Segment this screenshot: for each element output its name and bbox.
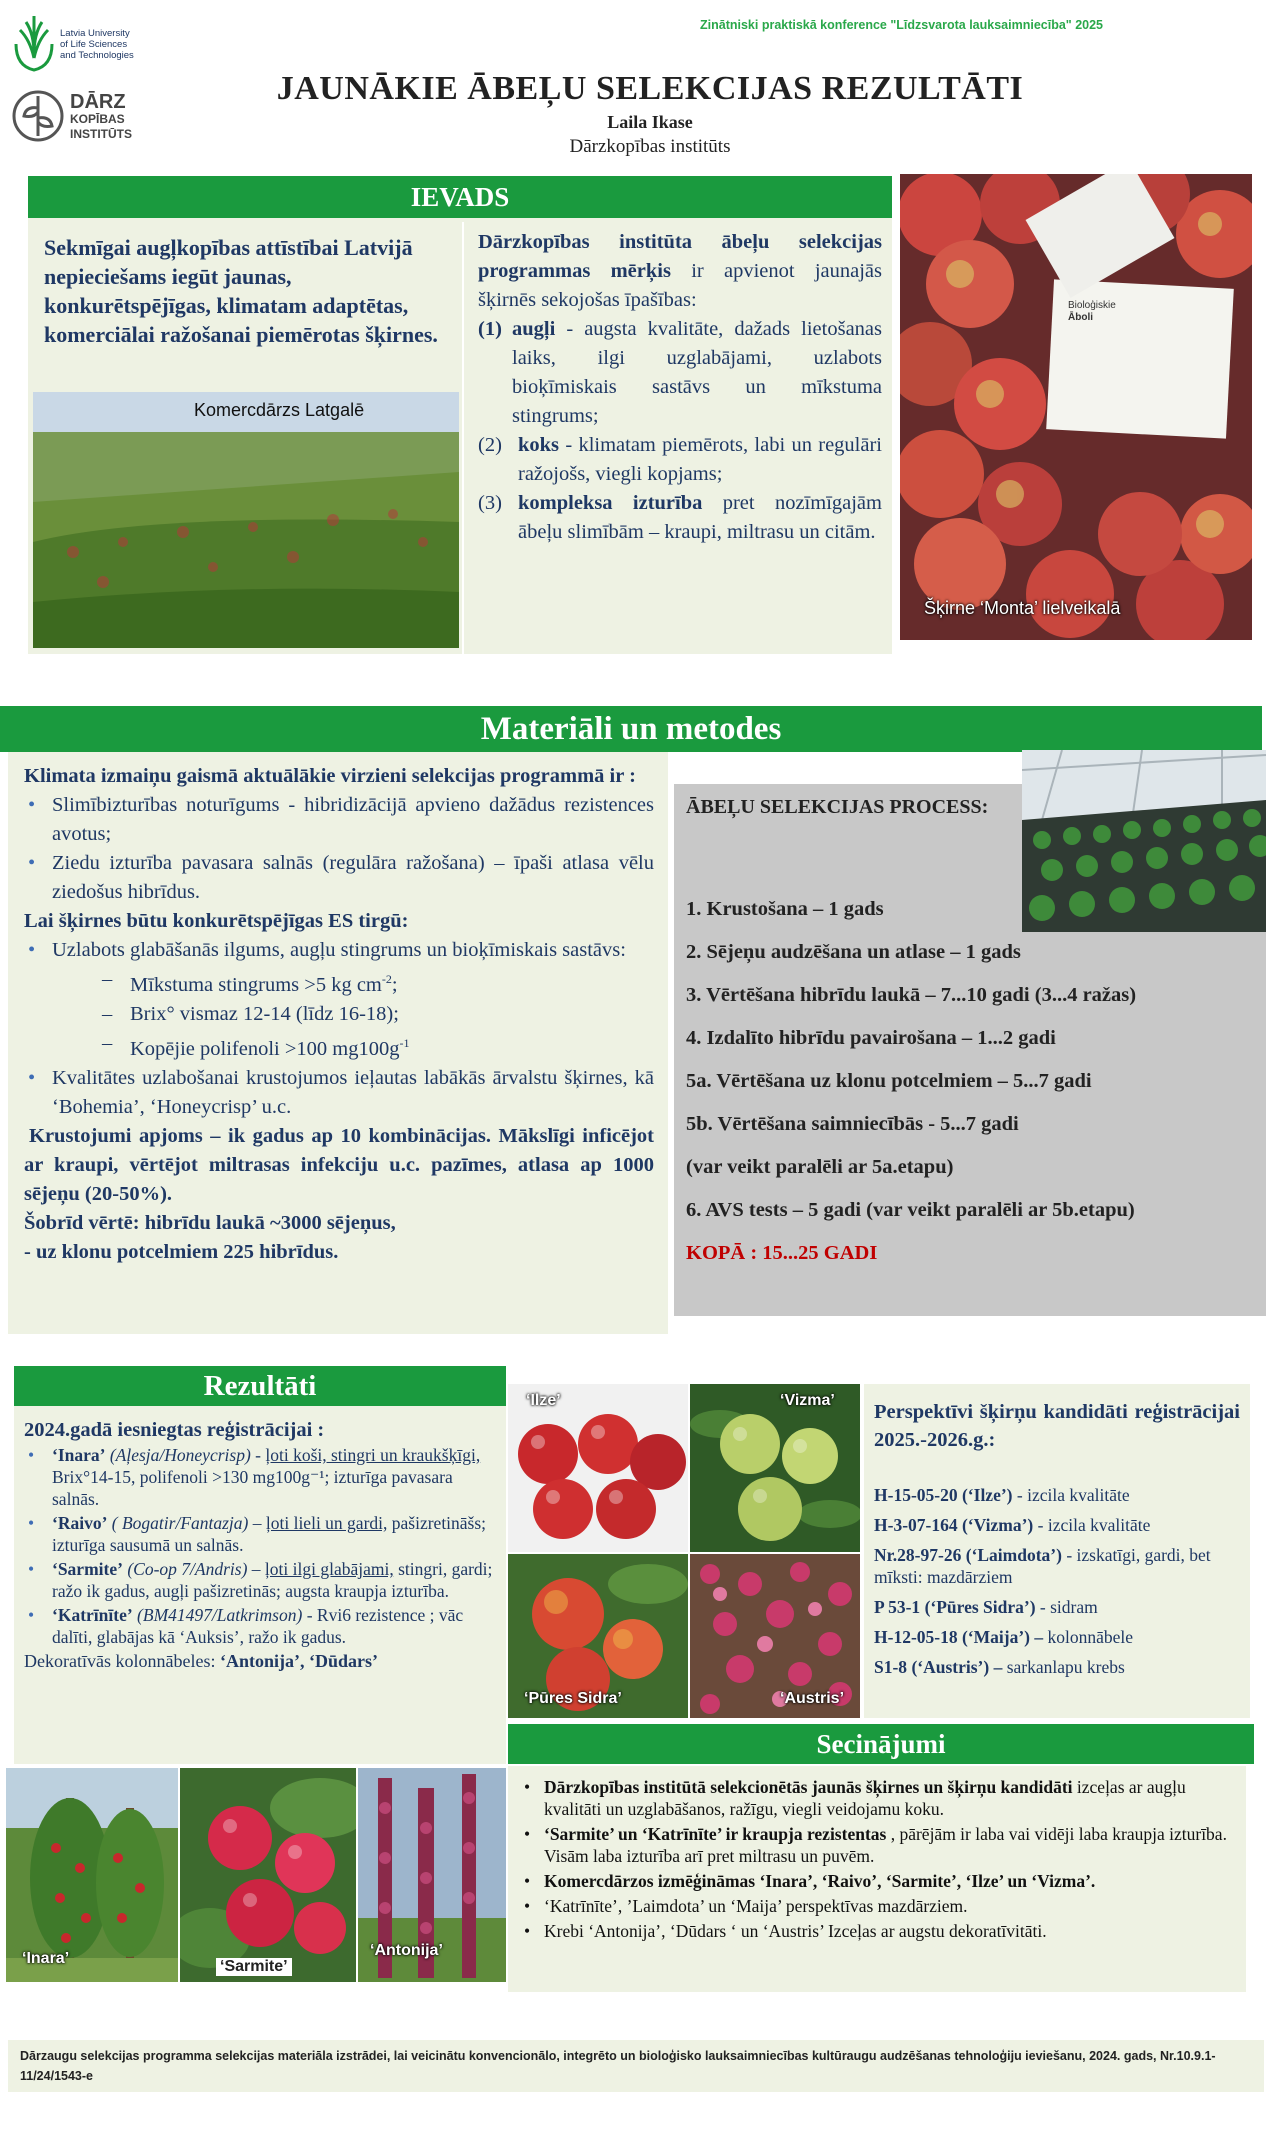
results-list xyxy=(24,1444,494,1648)
logo-line: of Life Sciences xyxy=(60,39,128,50)
candidates-list xyxy=(874,1398,1240,1678)
conclusion-item: • Krebi ‘Antonija’, ‘Dūdars ‘ un ‘Austris’ Izceļas ar augstu dekoratīvitāti. xyxy=(524,1921,1047,1941)
austris-caption: ‘Austris’ xyxy=(780,1690,845,1707)
intro-item-num: (1) xyxy=(478,318,502,340)
intro-item-text: - klimatam piemērots, labi un regulāri ražojošs, viegli kopjams; xyxy=(518,434,882,485)
logo-line: and Technologies xyxy=(60,50,134,61)
candidate-item: S1-8 (‘Austris’) – sarkanlapu krebs xyxy=(874,1657,1125,1677)
sarmite-photo xyxy=(180,1768,356,1982)
conclusion-item: • Dārzkopības institūtā selekcionētās jaunās šķirnes un šķirņu kandidāti izceļas ar augļu kvalitāti un uzglabāšanos, ražīgu, viegli veidojamu koku. xyxy=(524,1777,1186,1819)
methods-list xyxy=(24,1064,654,1122)
intro-right-text xyxy=(478,228,882,547)
intro-item xyxy=(478,489,882,547)
process-step: 6. AVS tests – 5 gadi (var veikt paralēli ar 5b.etapu) xyxy=(686,1199,1135,1221)
intro-item xyxy=(478,315,882,431)
conclusion-item: • Komercdārzos izmēģināmas ‘Inara’, ‘Raivo’, ‘Sarmite’, ‘Ilze’ un ‘Vizma’. xyxy=(524,1871,1096,1891)
logo-line: KOPĪBAS xyxy=(70,112,125,126)
conclusions-heading: Secinājumi xyxy=(508,1724,1254,1764)
candidate-item: Nr.28-97-26 (‘Laimdota’) - izskatīgi, gardi, bet mīksti: mazdārziem xyxy=(874,1545,1211,1587)
methods-bullet: • Uzlabots glabāšanās ilgums, augļu stingrums un bioķīmiskais sastāvs: xyxy=(24,936,654,965)
methods-text xyxy=(24,762,654,1267)
conclusion-item: • ‘Katrīnīte’, ’Laimdota’ un ‘Maija’ perspektīvas mazdārziem. xyxy=(524,1896,968,1916)
result-item: • ‘Katrīnīte’ (BM41497/Latkrimson) - Rvi6 rezistence ; vāc dalīti, glabājas kā ‘Auksis’, ražo ik gadus. xyxy=(24,1604,494,1648)
candidate-item: H-12-05-18 (‘Maija’) – kolonnābele xyxy=(874,1627,1134,1647)
process-step: 5b. Vērtēšana saimniecībās - 5...7 gadi xyxy=(686,1113,1019,1135)
intro-left-text: Sekmīgai augļkopības attīstībai Latvijā nepieciešams iegūt jaunas, konkurētspējīgas, klimatam adaptētas, komerciālai ražošanai piemērotas šķirnes. xyxy=(44,235,438,347)
product-label-line: Āboli xyxy=(1068,312,1093,323)
methods-lead: Lai šķirnes būtu konkurētspējīgas ES tirgū: xyxy=(24,910,409,932)
intro-item-text: pret nozīmīgajām ābeļu slimībām – kraupi, miltrasu un citām. xyxy=(518,492,882,543)
result-item: • ‘Sarmite’ (Co-op 7/Andris) – ļoti ilgi glabājami, stingri, gardi; ražo ik gadus, augļi pašizretinās; augsta kraupja izturība. xyxy=(24,1558,494,1602)
intro-item-text: - augsta kvalitāte, dažads lietošanas laiks, ilgi uzglabājami, uzlabots bioķīmiskais sastāvs un mīkstuma stingrums; xyxy=(512,318,882,427)
process-step: 3. Vērtēšana hibrīdu laukā – 7...10 gadi (3...4 ražas) xyxy=(686,984,1137,1006)
intro-item-num: (2) xyxy=(478,434,502,456)
methods-list xyxy=(24,936,654,965)
candidate-item: P 53-1 (‘Pūres Sidra’) - sidram xyxy=(874,1597,1098,1617)
methods-bullet: • Ziedu izturība pavasara salnās (regulāra ražošana) – īpaši atlasa vēlu ziedošus hibrīdus. xyxy=(24,849,654,907)
logo-line: Latvia University xyxy=(60,28,130,39)
institute-name: Dārzkopības institūts xyxy=(569,136,731,157)
methods-bullet: • Slimībizturības noturīgums - hibridizācijā apvieno dažādus rezistences avotus; xyxy=(24,791,654,849)
logo-line: DĀRZ xyxy=(70,91,126,113)
methods-bullet: • Kvalitātes uzlabošanai krustojumos ieļautas labākās ārvalstu šķirnes, kā ‘Bohemia’, ‘Honeycrisp’ u.c. xyxy=(24,1064,654,1122)
result-item: • ‘Raivo’ ( Bogatir/Fantazja) – ļoti lieli un gardi, pašizretināšs; izturīga sausumā un salnās. xyxy=(24,1512,494,1556)
candidates-heading: Perspektīvi šķirņu kandidāti reģistrācijai 2025.-2026.g.: xyxy=(874,1401,1240,1451)
methods-dash-item: – Brix° vismaz 12-14 (līdz 16-18); xyxy=(24,1000,654,1029)
methods-dash-item: – Mīkstuma stingrums >5 kg $cm^{-2}$; xyxy=(24,965,654,1000)
product-label-line: Bioloģiskie xyxy=(1068,300,1116,311)
process-step: 2. Sējeņu audzēšana un atlase – 1 gads xyxy=(686,941,1021,963)
methods-dash-item: – Kopējie polifenoli >100 $mg100g^{-1}$ xyxy=(24,1029,654,1064)
process-step: 5a. Vērtēšana uz klonu potcelmiem – 5...7 gadi xyxy=(686,1070,1092,1092)
methods-closing: Krustojumi apjoms – ik gadus ap 10 kombinācijas. Mākslīgi inficējot ar kraupi, vērtējot miltrasas infekciju u.c. pazīmes, atlasa ap 1000 sējeņu (20-50%). xyxy=(24,1124,654,1205)
monta-caption: Šķirne ‘Monta’ lielveikalā xyxy=(924,598,1121,618)
intro-heading: IEVADS xyxy=(28,176,892,218)
antonija-caption: ‘Antonija’ xyxy=(370,1942,443,1959)
methods-list xyxy=(24,791,654,907)
sarmite-caption: ‘Sarmite’ xyxy=(216,1958,292,1976)
monta-apples-photo xyxy=(900,174,1252,640)
lbtu-emblem-icon xyxy=(12,14,56,74)
intro-item-title: kompleksa izturība xyxy=(518,492,703,514)
methods-heading: Materiāli un metodes xyxy=(0,706,1262,752)
process-step: 4. Izdalīto hibrīdu pavairošana – 1...2 gadi xyxy=(686,1027,1056,1049)
process-step: 1. Krustošana – 1 gads xyxy=(686,898,884,920)
logo-line: INSTITŪTS xyxy=(70,127,132,141)
candidate-item: H-3-07-164 (‘Vizma’) - izcila kvalitāte xyxy=(874,1515,1151,1535)
conclusion-item: • ‘Sarmite’ un ‘Katrīnīte’ ir kraupja rezistentas , pārējām ir laba vai vidēji laba kraupja izturība. Visām laba izturība arī pret miltrasu un puvēm. xyxy=(524,1824,1227,1866)
orchard-photo xyxy=(33,392,459,648)
process-step: (var veikt paralēli ar 5a.etapu) xyxy=(686,1156,954,1178)
result-item: • ‘Inara’ (Aļesja/Honeycrisp) - ļoti koši, stingri un kraukšķīgi, Brix°14-15, polifenoli >130 mg100g⁻¹; izturīga pavasara salnās. xyxy=(24,1444,494,1510)
vizma-caption: ‘Vizma’ xyxy=(780,1392,835,1409)
intro-divider xyxy=(462,222,464,654)
results-text xyxy=(24,1416,494,1672)
process-heading: ĀBEĻU SELEKCIJAS PROCESS: xyxy=(686,796,989,818)
intro-item-num: (3) xyxy=(478,492,502,514)
intro-item-title: augļi xyxy=(512,318,556,340)
pures-sidra-caption: ‘Pūres Sidra’ xyxy=(524,1690,622,1707)
methods-lead: Klimata izmaiņu gaismā aktuālākie virzieni selekcijas programmā ir : xyxy=(24,765,636,787)
intro-item xyxy=(478,431,882,489)
decor-line: Dekoratīvās kolonnābeles: ‘Antonija’, ‘Dūdars’ xyxy=(24,1651,378,1671)
inara-caption: ‘Inara’ xyxy=(22,1950,70,1967)
product-label xyxy=(1068,300,1218,324)
results-heading: Rezultāti xyxy=(14,1366,506,1406)
process-total: KOPĀ : 15...25 GADI xyxy=(686,1242,878,1264)
ilze-caption: ‘Ilze’ xyxy=(526,1392,561,1409)
intro-goal-rest: ir apvienot jaunajās šķirnēs sekojošas īpašības: xyxy=(478,260,882,311)
footer-text: Dārzaugu selekcijas programma selekcijas materiāla izstrādei, lai veicinātu konvencionālo, integrēto un bioloģisko lauksaimniecības kultūraugu audzēšanas tehnoloģiju ieviešanu, 2024. gads, Nr.10.9.1-11/24/1543-e xyxy=(20,2049,1216,2083)
orchard-caption: Komercdārzs Latgalē xyxy=(194,400,365,420)
intro-item-title: koks xyxy=(518,434,560,456)
process-steps xyxy=(686,894,1262,1281)
logo-darzkopibas xyxy=(12,88,162,148)
methods-dash-list xyxy=(24,965,654,1064)
page-title: JAUNĀKIE ĀBEĻU SELEKCIJAS REZULTĀTI xyxy=(276,70,1024,107)
darzkopibas-emblem-icon xyxy=(12,88,64,144)
conference-name: Zinātniski praktiskā konference "Līdzsvarota lauksaimniecība" 2025 xyxy=(700,18,1103,32)
author-name: Laila Ikase xyxy=(607,112,693,132)
methods-closing: - uz klonu potcelmiem 225 hibrīdus. xyxy=(24,1240,339,1263)
results-lead: 2024.gadā iesniegtas reģistrācijai : xyxy=(24,1419,325,1441)
intro-goal-lead: Dārzkopības institūta ābeļu selekcijas programmas mērķis xyxy=(478,231,882,282)
logo-lbtu xyxy=(12,14,162,74)
candidate-item: H-15-05-20 (‘Ilze’) - izcila kvalitāte xyxy=(874,1485,1130,1505)
methods-closing: Šobrīd vērtē: hibrīdu laukā ~3000 sējeņus, xyxy=(24,1211,396,1234)
conclusions-list xyxy=(516,1776,1238,1945)
